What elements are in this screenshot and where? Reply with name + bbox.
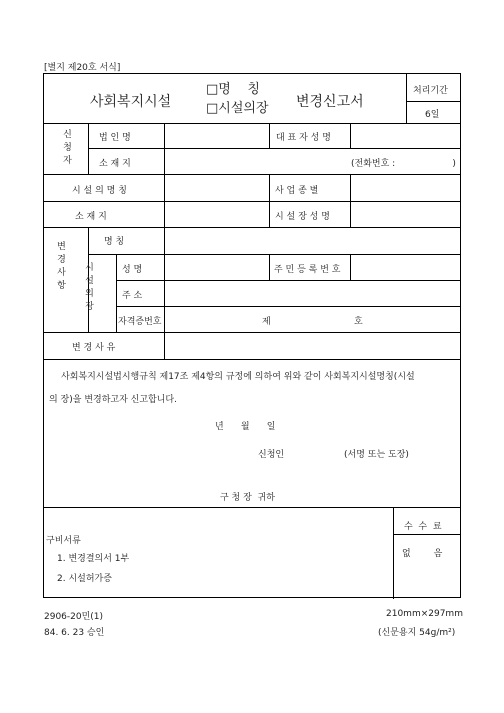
statement-line-2: 의 장)을 변경하고자 신고합니다. [49, 395, 177, 405]
statement-line-1: 사회복지시설법시행규칙 제17조 제4항의 규정에 의하여 위와 같이 사회복지시설명칭(시설 [61, 372, 415, 382]
signature-line: (서명 또는 도장) [344, 450, 409, 460]
applicant-line: 신청인 [258, 450, 285, 460]
title-main: 사회복지시설 [90, 94, 172, 110]
phone-number: (전화번호 : ) [351, 159, 456, 169]
change-reason-label: 변 경 사 유 [72, 343, 116, 353]
form-code: 2906-20민(1) [44, 612, 104, 622]
facility-name-label: 시 설 의 명 칭 [72, 186, 127, 196]
title-option-name: □명 칭 [206, 82, 260, 97]
required-doc-item: 1. 변경결의서 1부 [57, 554, 130, 564]
corp-name-label: 법 인 명 [99, 133, 131, 143]
license-je: 제 [262, 317, 271, 327]
facility-head-label: 시 설 장 성 명 [275, 212, 330, 222]
title-suffix: 변경신고서 [296, 94, 364, 110]
person-name-label: 성 명 [122, 265, 143, 275]
fee-label: 수 수 료 [404, 522, 442, 532]
date-line: 년 월 일 [215, 422, 276, 432]
change-report-form [43, 73, 461, 598]
approval-date: 84. 6. 23 승인 [44, 628, 105, 638]
applicant-section-label: 신청자 [61, 129, 71, 168]
applicant-address-label: 소 재 지 [99, 159, 131, 169]
license-label: 자격증번호 [118, 317, 162, 327]
license-ho: 호 [354, 317, 363, 327]
fee-value: 없 음 [402, 549, 443, 559]
head-address-label: 주 소 [122, 291, 143, 301]
change-section-label: 변경사항 [55, 241, 65, 293]
head-section-label: 시설의장 [83, 262, 93, 314]
required-doc-item: 2. 시설허가증 [57, 574, 112, 584]
addressee: 구 청 장 귀하 [220, 493, 275, 503]
paper-size: 210mm×297mm [386, 609, 463, 619]
representative-label: 대 표 자 성 명 [276, 133, 331, 143]
facility-address-label: 소 재 지 [75, 212, 107, 222]
business-type-label: 사 업 종 별 [275, 186, 319, 196]
processing-period-value: 6일 [425, 110, 440, 120]
resident-id-label: 주 민 등 록 번 호 [274, 265, 341, 275]
title-option-head: □시설의장 [206, 101, 269, 116]
required-docs-title: 구비서류 [46, 536, 81, 546]
paper-spec: (신문용지 54g/m²) [378, 628, 456, 638]
form-number: [별지 제20호 서식] [44, 63, 121, 73]
processing-period-label: 처리기간 [413, 86, 448, 96]
change-name-label: 명 칭 [104, 237, 125, 247]
